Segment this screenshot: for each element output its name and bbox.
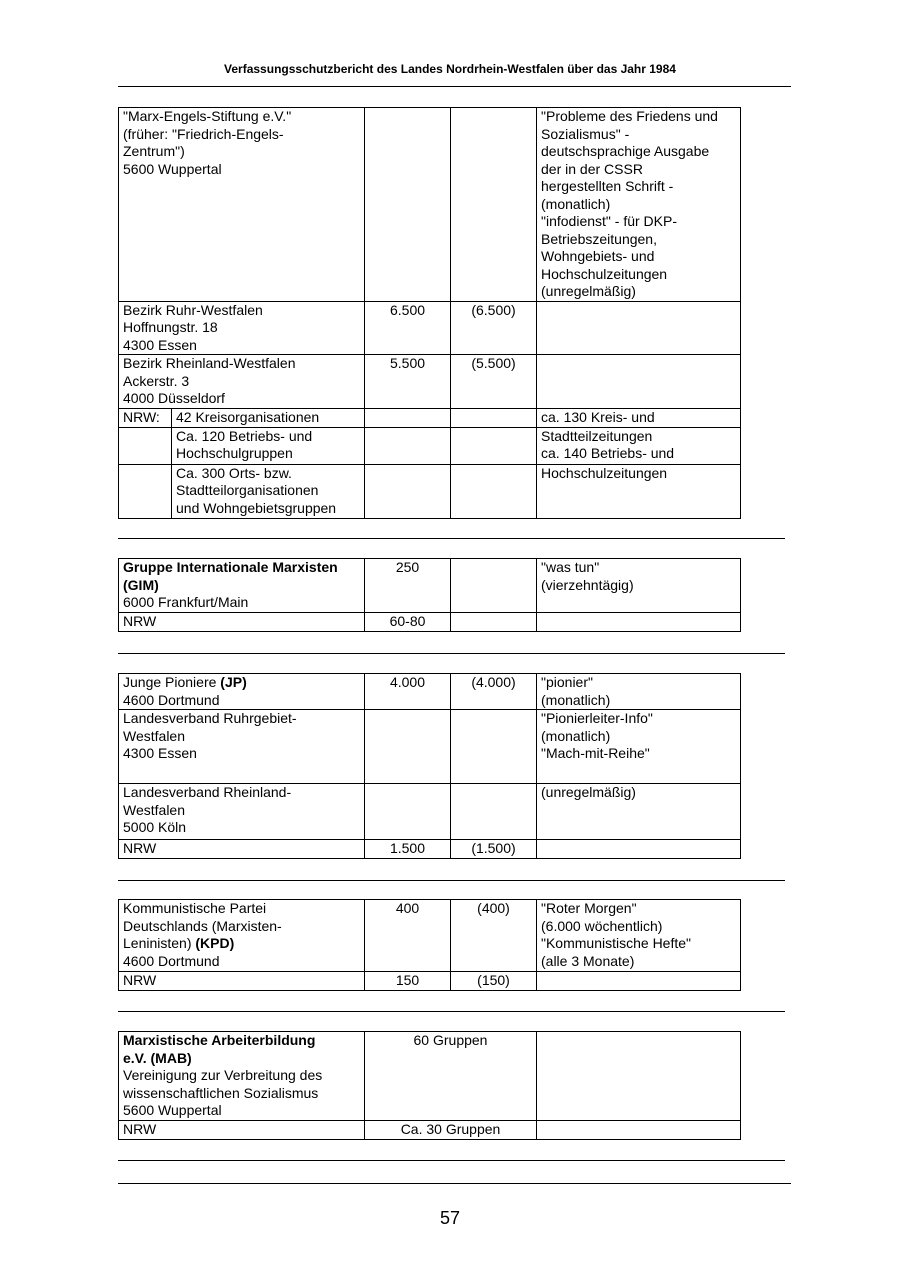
prev-members-cell: (4.000) bbox=[451, 674, 537, 710]
publications-cell: "was tun" (vierzehntägig) bbox=[537, 559, 741, 613]
publications-cell bbox=[537, 1032, 741, 1121]
publications-cell: Hochschulzeitungen bbox=[537, 464, 741, 518]
publications-cell bbox=[537, 355, 741, 409]
members-cell: 60-80 bbox=[365, 613, 451, 632]
org-cell: Kommunistische Partei Deutschlands (Marxisten- Leninisten) (KPD) 4600 Dortmund bbox=[119, 900, 365, 972]
publications-cell: "pionier" (monatlich) bbox=[537, 674, 741, 710]
prev-members-cell bbox=[451, 464, 537, 518]
publications-cell: "Pionierleiter-Info" (monatlich) "Mach-mit-Reihe" bbox=[537, 710, 741, 784]
org-cell: 42 Kreisorganisationen bbox=[172, 408, 365, 427]
table-row bbox=[119, 559, 741, 613]
table-row bbox=[119, 427, 741, 464]
prev-members-cell: (6.500) bbox=[451, 301, 537, 355]
section-divider bbox=[118, 538, 785, 539]
nrw-label: NRW bbox=[119, 972, 365, 991]
nrw-label: NRW: bbox=[119, 408, 172, 427]
table-row bbox=[119, 108, 741, 302]
publications-cell bbox=[537, 301, 741, 355]
groups-cell: 60 Gruppen bbox=[365, 1032, 537, 1121]
members-cell: 400 bbox=[365, 900, 451, 972]
org-cell: "Marx-Engels-Stiftung e.V." (früher: "Friedrich-Engels- Zentrum") 5600 Wuppertal bbox=[119, 108, 365, 302]
gim-table bbox=[118, 558, 741, 632]
section-divider bbox=[118, 880, 785, 881]
prev-members-cell bbox=[451, 427, 537, 464]
members-cell bbox=[365, 464, 451, 518]
org-cell: Marxistische Arbeiterbildung e.V. (MAB) Vereinigung zur Verbreitung des wissenschaftlichen Sozialismus 5600 Wuppertal bbox=[119, 1032, 365, 1121]
footer-rule bbox=[118, 1183, 791, 1184]
org-cell: Junge Pioniere (JP) 4600 Dortmund bbox=[119, 674, 365, 710]
table-row bbox=[119, 408, 741, 427]
prev-members-cell bbox=[451, 559, 537, 613]
prev-members-cell: (400) bbox=[451, 900, 537, 972]
members-cell: 5.500 bbox=[365, 355, 451, 409]
org-cell: Ca. 300 Orts- bzw. Stadtteilorganisationen und Wohngebietsgruppen bbox=[172, 464, 365, 518]
header-rule bbox=[118, 86, 791, 87]
org-cell: Bezirk Ruhr-Westfalen Hoffnungstr. 18 4300 Essen bbox=[119, 301, 365, 355]
prev-members-cell bbox=[451, 108, 537, 302]
publications-cell: Stadtteilzeitungen ca. 140 Betriebs- und bbox=[537, 427, 741, 464]
mab-table bbox=[118, 1031, 741, 1140]
prev-members-cell: (1.500) bbox=[451, 840, 537, 859]
groups-cell: Ca. 30 Gruppen bbox=[365, 1121, 537, 1140]
table-row bbox=[119, 674, 741, 710]
table-row bbox=[119, 972, 741, 991]
page-number: 57 bbox=[439, 1208, 461, 1228]
section-divider bbox=[118, 653, 785, 654]
members-cell: 150 bbox=[365, 972, 451, 991]
org-cell: Gruppe Internationale Marxisten (GIM) 6000 Frankfurt/Main bbox=[119, 559, 365, 613]
table-row bbox=[119, 301, 741, 355]
section-divider bbox=[118, 1160, 785, 1161]
members-cell: 6.500 bbox=[365, 301, 451, 355]
members-cell: 4.000 bbox=[365, 674, 451, 710]
publications-cell: (unregelmäßig) bbox=[537, 784, 741, 840]
org-cell: Landesverband Ruhrgebiet- Westfalen 4300 Essen bbox=[119, 710, 365, 784]
page-header: Verfassungsschutzbericht des Landes Nordrhein-Westfalen über das Jahr 1984 bbox=[224, 62, 676, 76]
members-cell bbox=[365, 408, 451, 427]
org-cell: Landesverband Rheinland- Westfalen 5000 Köln bbox=[119, 784, 365, 840]
prev-members-cell: (5.500) bbox=[451, 355, 537, 409]
table-row bbox=[119, 1032, 741, 1121]
publications-cell: "Probleme des Friedens und Sozialismus" - deutschsprachige Ausgabe der in der CSSR hergestellten Schrift - (monatlich) "infodienst" - für DKP- Betriebszeitungen, Wohngebiets- und Hochschulzeitungen (unregelmäßig) bbox=[537, 108, 741, 302]
members-cell: 1.500 bbox=[365, 840, 451, 859]
table-row bbox=[119, 710, 741, 784]
org-cell: Ca. 120 Betriebs- und Hochschulgruppen bbox=[172, 427, 365, 464]
kpd-table bbox=[118, 899, 741, 991]
table-row bbox=[119, 784, 741, 840]
table-row bbox=[119, 464, 741, 518]
table-row bbox=[119, 1121, 741, 1140]
junge-pioniere-table bbox=[118, 673, 741, 859]
table-row bbox=[119, 355, 741, 409]
members-cell bbox=[365, 427, 451, 464]
table-row bbox=[119, 613, 741, 632]
publications-cell: "Roter Morgen" (6.000 wöchentlich) "Kommunistische Hefte" (alle 3 Monate) bbox=[537, 900, 741, 972]
table-row bbox=[119, 840, 741, 859]
section-divider bbox=[118, 1011, 785, 1012]
members-cell: 250 bbox=[365, 559, 451, 613]
publications-cell: ca. 130 Kreis- und bbox=[537, 408, 741, 427]
org-cell: Bezirk Rheinland-Westfalen Ackerstr. 3 4000 Düsseldorf bbox=[119, 355, 365, 409]
prev-members-cell bbox=[451, 408, 537, 427]
nrw-label: NRW bbox=[119, 1121, 365, 1140]
table-row bbox=[119, 900, 741, 972]
nrw-label: NRW bbox=[119, 613, 365, 632]
dkp-organizations-table bbox=[118, 107, 741, 519]
prev-members-cell: (150) bbox=[451, 972, 537, 991]
members-cell bbox=[365, 108, 451, 302]
nrw-label: NRW bbox=[119, 840, 365, 859]
